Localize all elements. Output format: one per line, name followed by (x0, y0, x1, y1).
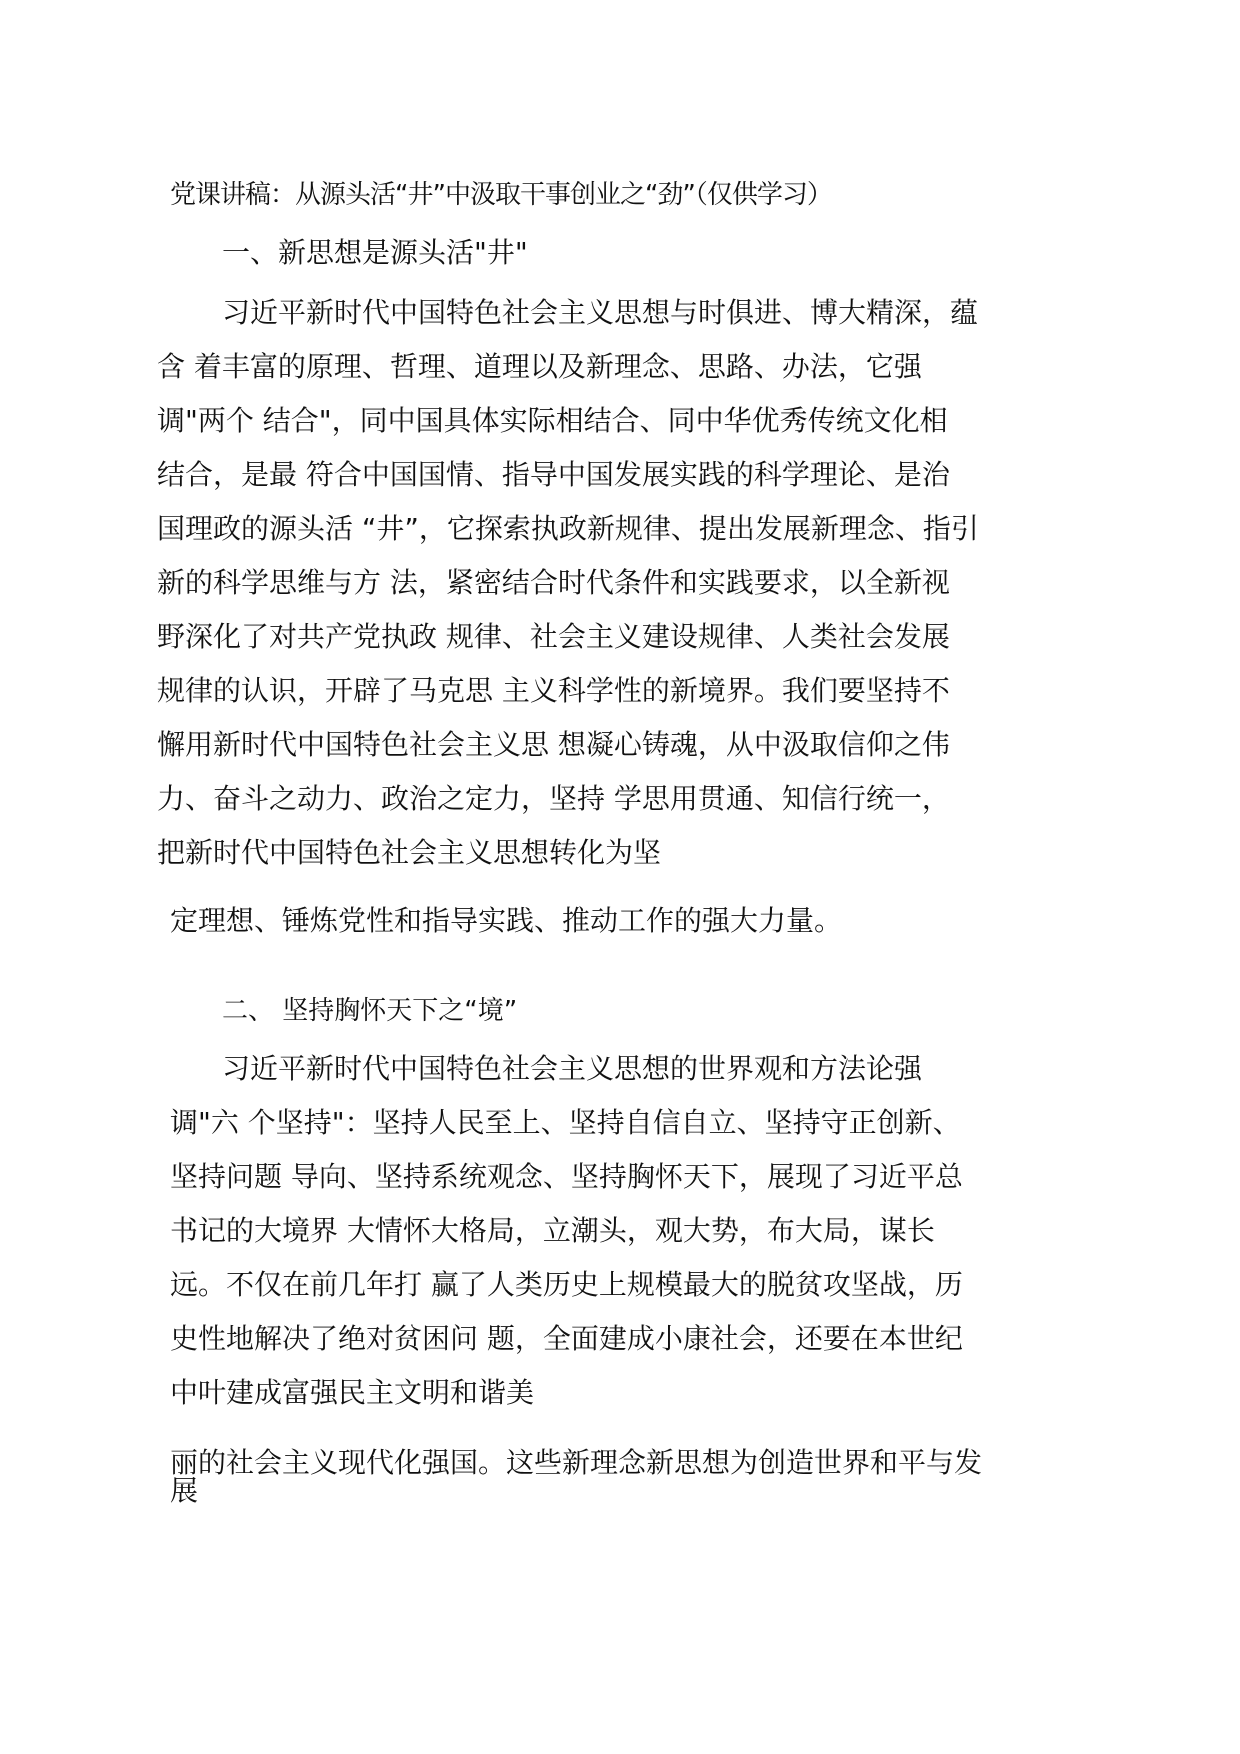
paragraph-line: 结合，是最 符合中国国情、指导中国发展实践的科学理论、是治 (157, 458, 950, 491)
paragraph-line: 含 着丰富的原理、哲理、道理以及新理念、思路、办法，它强 (157, 350, 922, 383)
paragraph-line: 中叶建成富强民主文明和谐美 (170, 1376, 535, 1409)
document-title: 党课讲稿：从源头活“井”中汲取干事创业之“劲”（仅供学习） (170, 180, 832, 210)
paragraph-line: 习近平新时代中国特色社会主义思想的世界观和方法论强 (222, 1052, 923, 1085)
paragraph-line: 力、奋斗之动力、政治之定力，坚持 学思用贯通、知信行统一， (157, 782, 950, 815)
paragraph-line: 丽的社会主义现代化强国。这些新理念新思想为创造世界和平与发 (170, 1446, 983, 1479)
paragraph-line: 规律的认识，开辟了马克思 主义科学性的新境界。我们要坚持不 (157, 674, 950, 707)
paragraph-line: 习近平新时代中国特色社会主义思想与时俱进、博大精深，蕴 (222, 296, 979, 329)
paragraph-line: 展 (170, 1474, 199, 1507)
paragraph-line: 坚持问题 导向、坚持系统观念、坚持胸怀天下，展现了习近平总 (170, 1160, 963, 1193)
paragraph-line: 懈用新时代中国特色社会主义思 想凝心铸魂，从中汲取信仰之伟 (157, 728, 950, 761)
paragraph-line: 书记的大境界 大情怀大格局，立潮头，观大势，布大局，谋长 (170, 1214, 935, 1247)
paragraph-line: 调"两个 结合"，同中国具体实际相结合、同中华优秀传统文化相 (157, 404, 948, 437)
paragraph-line: 调"六 个坚持"：坚持人民至上、坚持自信自立、坚持守正创新、 (170, 1106, 961, 1139)
paragraph-line: 定理想、锤炼党性和指导实践、推动工作的强大力量。 (170, 904, 843, 937)
paragraph-line: 远。不仅在前几年打 赢了人类历史上规模最大的脱贫攻坚战，历 (170, 1268, 963, 1301)
section-1-heading: 一、新思想是源头活"井" (222, 236, 528, 269)
paragraph-line: 野深化了对共产党执政 规律、社会主义建设规律、人类社会发展 (157, 620, 950, 653)
paragraph-line: 把新时代中国特色社会主义思想转化为坚 (157, 836, 662, 869)
paragraph-line: 国理政的源头活 “井”，它探索执政新规律、提出发展新理念、指引 (157, 512, 979, 545)
paragraph-line: 新的科学思维与方 法，紧密结合时代条件和实践要求，以全新视 (157, 566, 950, 599)
paragraph-line: 史性地解决了绝对贫困问 题，全面建成小康社会，还要在本世纪 (170, 1322, 963, 1355)
section-2-heading: 二、 坚持胸怀天下之“境” (222, 996, 518, 1026)
